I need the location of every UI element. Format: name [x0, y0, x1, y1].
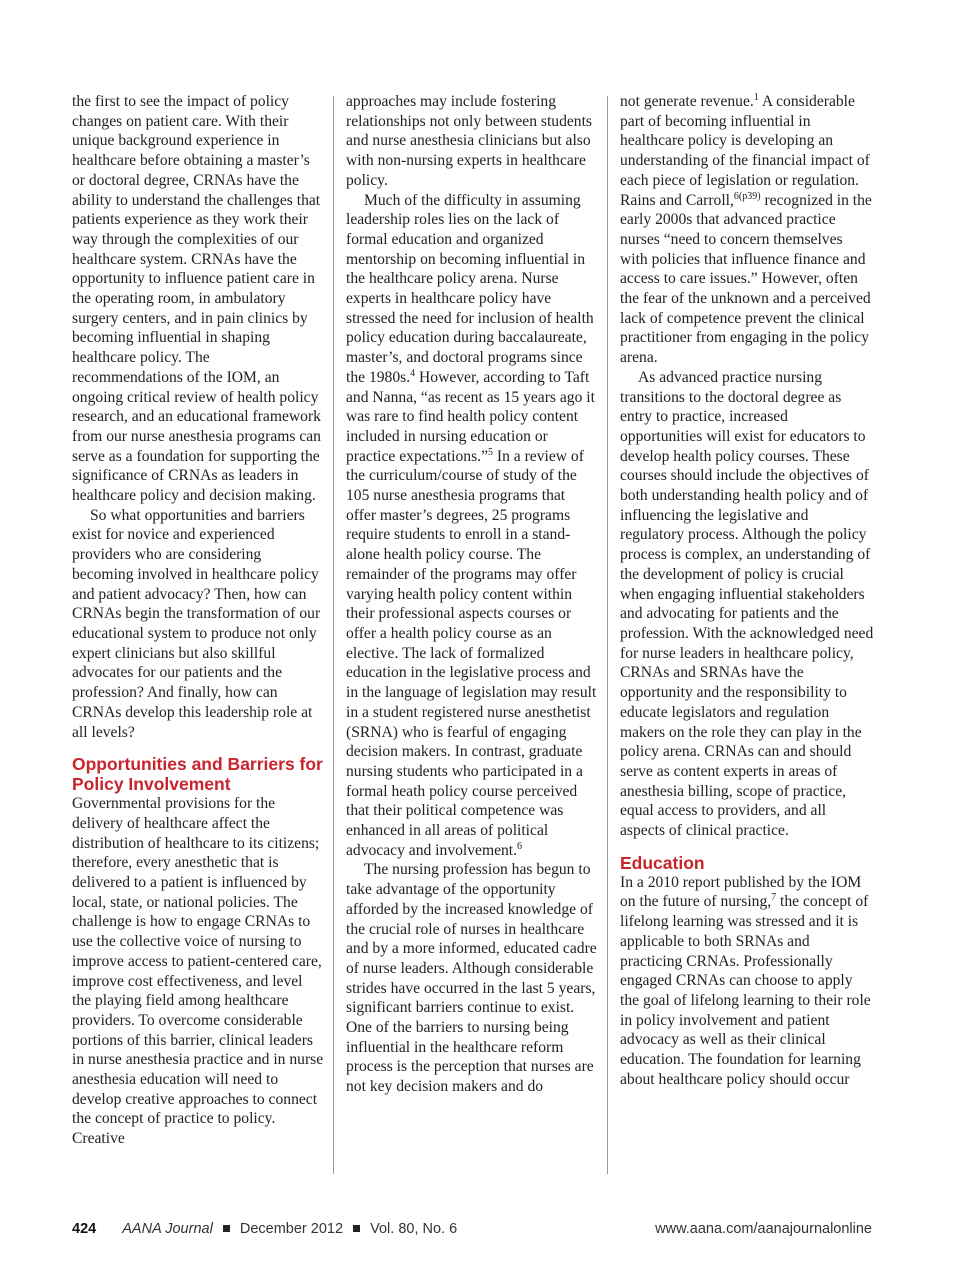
col3-paragraph-2: As advanced practice nursing transitions to the doctoral degree as entry to practice, increased opportunities will exist for educators to develop health policy courses. These courses should include the objectives of both understanding health policy and of influencing the legislative and regulatory process. Although the policy process is complex, an understanding of the development of policy is crucial when engaging influential stakeholders and advocating for patients and the profession. With the acknowledged need for nurse leaders in healthcare policy, CRNAs and SRNAs have the opportunity and the responsibility to educate legislators and regulation makers on the role they can play in the policy arena. CRNAs can and should serve as content experts in areas of anesthesia billing, scope of practice, equal access to providers, and all aspects of clinical practice. [620, 368, 874, 840]
section-heading-opportunities: Opportunities and Barriers for Policy Involvement [72, 754, 323, 795]
citation-5: 5 [488, 446, 493, 458]
citation-4: 4 [410, 367, 416, 379]
col1-paragraph-2: So what opportunities and barriers exist for novice and experienced providers who are considering becoming involved in healthcare policy and patient advocacy? Then, how can CRNAs begin the transformation of our educational system to produce not only expert clinicians but also skillful advocates for our patients and the profession? And finally, how can CRNAs develop this leadership role at all levels? [72, 506, 321, 741]
col2-paragraph-2 [346, 191, 598, 861]
text-run: However, according to Taft and Nanna, “as recent as 15 years ago it was rare to find health policy content included in nursing education or practice expectations.” [346, 368, 595, 465]
col2-paragraph-3: The nursing profession has begun to take advantage of the opportunity afforded by the increased knowledge of the crucial role of nurses in healthcare and by a more informed, educated cadre of nurse leaders. Although considerable strides have occurred in the last 5 years, significant barriers continue to exist. One of the barriers to nursing being influential in the healthcare reform process is the perception that nurses are not key decision makers and do [346, 861, 597, 1096]
journal-name: AANA Journal [122, 1221, 213, 1237]
column-divider-2 [607, 96, 608, 1174]
section-heading-education: Education [620, 852, 705, 873]
col3-paragraph-3 [620, 873, 874, 1090]
text-run: the concept of lifelong learning was stressed and it is applicable to both SRNAs and practicing CRNAs. Professionally engaged CRNAs can choose to apply the goal of lifelong learning to their role in policy involvement and patient advocacy as well as their clinical education. The foundation for learning about healthcare policy should occur [620, 893, 871, 1088]
column-divider-1 [333, 96, 334, 1174]
text-run: not generate revenue. [620, 93, 754, 110]
separator-square-icon [223, 1225, 230, 1232]
text-run: In a review of the curriculum/course of study of the 105 nurse anesthesia programs that offer master’s degrees, 25 programs require students to enroll in a stand-alone health policy course. The remainder of the programs may offer varying health policy content within their professional aspects courses or offer a health policy course as an elective. The lack of formalized education in the legislative process and in the language of legislation may result in a student registered nurse anesthetist (SRNA) who is fearful of engaging decision makers. In contrast, graduate nursing students who participated in a formal heath policy course perceived that their political competence was enhanced in all areas of political advocacy and involvement. [346, 447, 597, 859]
text-run: Much of the difficulty in assuming leadership roles lies on the lack of formal education and organized mentorship on becoming influential in the healthcare policy arena. Nurse experts in healthcare policy have stressed the need for inclusion of health policy education during baccalaureate, master’s, and doctoral programs since the 1980s. [346, 191, 594, 386]
col1-paragraph-3: Governmental provisions for the delivery of healthcare affect the distribution of healthcare to its citizens; therefore, every anesthetic that is delivered to a patient is influenced by local, state, or national policies. The challenge is how to engage CRNAs to use the collective voice of nursing to improve access to patient-centered care, improve cost effectiveness, and level the playing field among healthcare providers. To overcome considerable portions of this barrier, clinical leaders in nurse anesthesia practice and in nurse anesthesia education will need to develop creative approaches to connect the concept of practice to policy. Creative [72, 795, 324, 1148]
column-2 [346, 92, 598, 1097]
citation-6: 6 [517, 840, 523, 852]
column-1 [72, 92, 324, 1149]
text-run: In a 2010 report published by the IOM on the future of nursing, [620, 873, 862, 911]
page-number: 424 [72, 1221, 97, 1237]
volume-info: Vol. 80, No. 6 [370, 1221, 458, 1237]
page-footer [72, 1221, 872, 1243]
citation-7: 7 [771, 892, 777, 904]
column-3 [620, 92, 874, 1089]
journal-url-link[interactable]: www.aana.com/aanajournalonline [655, 1221, 872, 1237]
col1-paragraph-1: the first to see the impact of policy changes on patient care. With their unique background experience in healthcare before obtaining a master’s or doctoral degree, CRNAs have the ability to understand the challenges that patients experience as they work their way through the complexities of our healthcare system. CRNAs have the opportunity to influence patient care in the operating room, in ambulatory surgery centers, and in pain clinics by becoming influential in shaping healthcare policy. The recommendations of the IOM, an ongoing critical review of health policy research, and an educational framework from our nurse anesthesia programs can serve as a foundation for supporting the significance of CRNAs as leaders in healthcare policy and decision making. [72, 93, 321, 505]
issue-date: December 2012 [239, 1221, 344, 1237]
text-run: A considerable part of becoming influential in healthcare policy is developing an understanding of the financial impact of each piece of legislation or regulation. Rains and Carroll, [620, 93, 870, 209]
col3-paragraph-1 [620, 92, 874, 368]
citation-6-p39: 6(p39) [733, 190, 761, 202]
col2-paragraph-1: approaches may include fostering relationships not only between students and nurse anesthesia clinicians but also with non-nursing experts in healthcare policy. [346, 93, 592, 189]
text-run: recognized in the early 2000s that advanced practice nurses “need to concern themselves with policies that influence finance and access to care issues.” However, often the fear of the unknown and a perceived lack of competence prevent the clinical practitioner from engaging in the policy arena. [620, 191, 872, 367]
separator-square-icon [353, 1225, 360, 1232]
citation-1: 1 [753, 92, 759, 103]
